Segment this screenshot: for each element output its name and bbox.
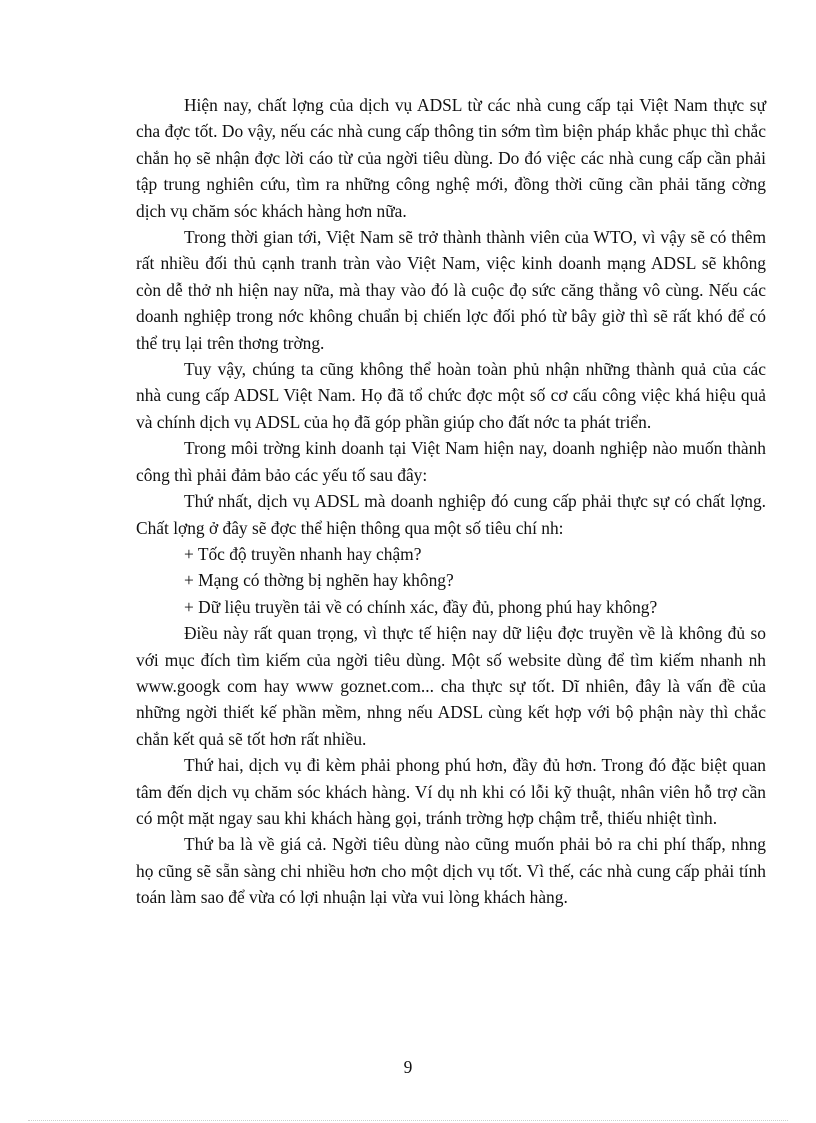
list-item-speed: + Tốc độ truyền nhanh hay chậm?	[184, 543, 422, 564]
paragraph-first-factor: Thứ nhất, dịch vụ ADSL mà doanh nghiệp đó cung cấp phải thực sự có chất lợng. Chất lợng ở đây sẽ đợc thể hiện thông qua một số tiêu chí nh:	[136, 491, 766, 538]
paragraph-third-factor: Thứ ba là về giá cả. Ngời tiêu dùng nào cũng muốn phải bỏ ra chi phí thấp, nhng họ cũng sẽ sẵn sàng chi nhiều hơn cho một dịch vụ tốt. Vì thế, các nhà cung cấp phải tính toán làm sao để vừa có lợi nhuận lại vừa vui lòng khách hàng.	[136, 834, 766, 908]
paragraph-achievements: Tuy vậy, chúng ta cũng không thể hoàn toàn phủ nhận những thành quả của các nhà cung cấp ADSL Việt Nam. Họ đã tổ chức đợc một số cơ cấu công việc khá hiệu quả và chính dịch vụ ADSL của họ đã góp phần giúp cho đất nớc ta phát triển.	[136, 359, 766, 432]
paragraph-success-factors: Trong môi trờng kinh doanh tại Việt Nam hiện nay, doanh nghiệp nào muốn thành công thì phải đảm bảo các yếu tố sau đây:	[136, 438, 766, 485]
list-item-congestion: + Mạng có thờng bị nghẽn hay không?	[184, 570, 454, 591]
list-item-data-accuracy: + Dữ liệu truyền tải về có chính xác, đầy đủ, phong phú hay không?	[184, 596, 658, 617]
paragraph-second-factor: Thứ hai, dịch vụ đi kèm phải phong phú hơn, đầy đủ hơn. Trong đó đặc biệt quan tâm đến dịch vụ chăm sóc khách hàng. Ví dụ nh khi có lỗi kỹ thuật, nhân viên hỗ trợ cần có một mặt ngay sau khi khách hàng gọi, tránh trờng hợp chậm trễ, thiếu nhiệt tình.	[136, 755, 766, 828]
paragraph-importance: Điều này rất quan trọng, vì thực tế hiện nay dữ liệu đợc truyền về là không đủ so với mục đích tìm kiếm của ngời tiêu dùng. Một số website dùng để tìm kiếm nhanh nh www.googk com hay www goznet.com... cha thực sự tốt. Dĩ nhiên, đây là vấn đề của những ngời thiết kế phần mềm, nhng nếu ADSL cùng kết hợp với bộ phận này thì chắc chắn kết quả sẽ tốt hơn rất nhiều.	[136, 623, 766, 749]
paragraph-wto: Trong thời gian tới, Việt Nam sẽ trở thành thành viên của WTO, vì vậy sẽ có thêm rất nhiều đối thủ cạnh tranh tràn vào Việt Nam, việc kinh doanh mạng ADSL sẽ không còn dễ thở nh hiện nay nữa, mà thay vào đó là cuộc đọ sức căng thẳng vô cùng. Nếu các doanh nghiệp trong nớc không chuẩn bị chiến lợc đối phó từ bây giờ thì sẽ rất khó để có thể trụ lại trên thơng trờng.	[136, 227, 766, 353]
paragraph-quality-intro: Hiện nay, chất lợng của dịch vụ ADSL từ các nhà cung cấp tại Việt Nam thực sự cha đợc tốt. Do vậy, nếu các nhà cung cấp thông tin sớm tìm biện pháp khắc phục thì chắc chắn họ sẽ nhận đợc lời cáo từ của ngời tiêu dùng. Do đó việc các nhà cung cấp cần phải tập trung nghiên cứu, tìm ra những công nghệ mới, đồng thời cũng cần phải tăng cờng dịch vụ chăm sóc khách hàng hơn nữa.	[136, 95, 766, 221]
page-number: 9	[403, 1057, 413, 1077]
page-bottom-divider	[28, 1120, 788, 1121]
body-text	[136, 92, 766, 911]
